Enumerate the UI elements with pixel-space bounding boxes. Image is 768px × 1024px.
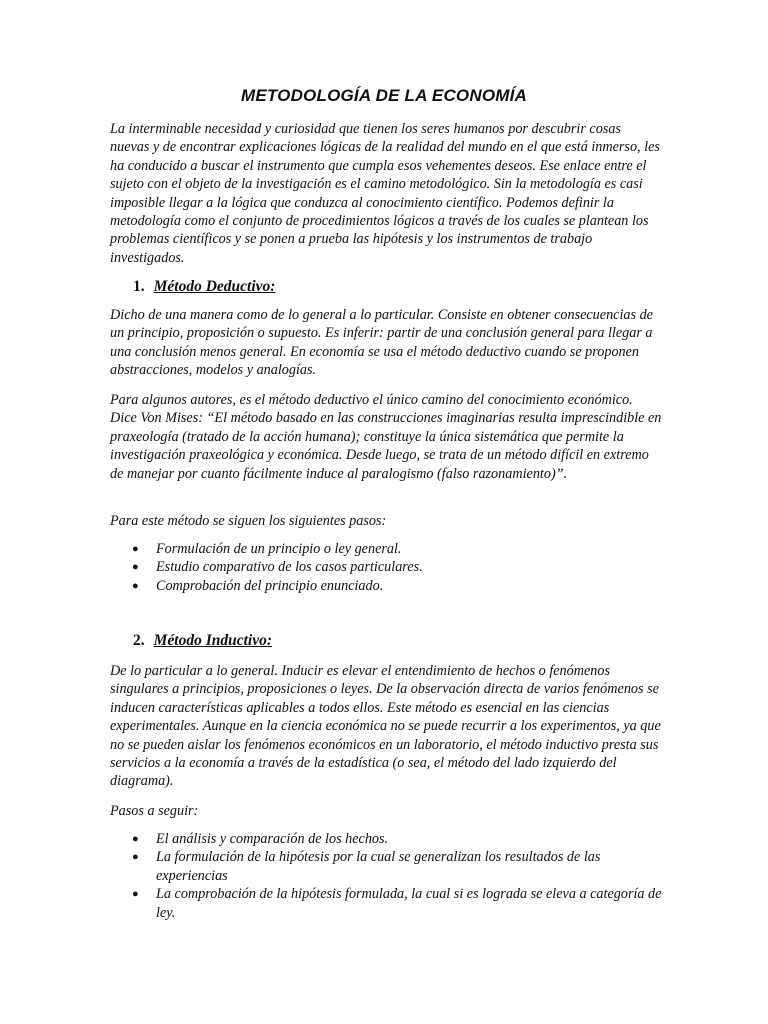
section-heading-inductive: [133, 632, 272, 650]
section-number: 2.: [133, 632, 145, 649]
section-number: 1.: [133, 278, 145, 295]
section-title: Método Deductivo:: [153, 278, 276, 295]
inductive-paragraph-2: Pasos a seguir:: [110, 803, 199, 819]
bullet-icon: ●: [132, 561, 139, 574]
deductive-steps-list: [110, 540, 670, 595]
list-item: ● Estudio comparativo de los casos particulares.: [132, 559, 423, 576]
document-title: METODOLOGÍA DE LA ECONOMÍA: [240, 86, 527, 105]
list-item: ● Formulación de un principio o ley general.: [132, 541, 402, 557]
list-item: ● La formulación de la hipótesis por la cual se generalizan los resultados de las experiencias: [132, 849, 601, 884]
bullet-icon: ●: [132, 888, 139, 901]
deductive-paragraph-2: Para algunos autores, es el método deductivo el único camino del conocimiento económico. Dice Von Mises: “El método basado en las construcciones imaginarias resulta imprescindible en praxeología (tratado de la acción humana); constituye la única sistemática que permite la investigación praxeológica y económica. Desde luego, se trata de un método difícil en extremo de manejar por cuanto fácilmente induce al paralogismo (falso razonamiento)”.: [110, 392, 662, 482]
deductive-paragraph-1: Dicho de una manera como de lo general a lo particular. Consiste en obtener consecuencias de un principio, proposición o supuesto. Es inferir: partir de una conclusión general para llegar a una conclusión menos general. En economía se usa el método deductivo cuando se proponen abstracciones, modelos y analogías.: [110, 307, 653, 379]
list-item: ● La comprobación de la hipótesis formulada, la cual si es lograda se eleva a categoría de ley.: [132, 886, 662, 921]
bullet-icon: ●: [132, 833, 139, 845]
deductive-paragraph-3: Para este método se siguen los siguientes pasos:: [110, 513, 387, 529]
list-item: ● Comprobación del principio enunciado.: [132, 577, 384, 594]
intro-paragraph: La interminable necesidad y curiosidad que tienen los seres humanos por descubrir cosas nuevas y de encontrar explicaciones lógicas de la realidad del mundo en el que está inmerso, les ha conducido a buscar el instrumento que cumpla esos vehementes deseos. Ese enlace entre el sujeto con el objeto de la investigación es el camino metodológico. Sin la metodología es casi imposible llegar a la lógica que conduzca al conocimiento científico. Podemos definir la metodología como el conjunto de procedimientos lógicos a través de los cuales se plantean los problemas científicos y se ponen a prueba las hipótesis y los instrumentos de trabajo investigados.: [110, 121, 660, 266]
inductive-paragraph-1: De lo particular a lo general. Inducir es elevar el entendimiento de hechos o fenómenos singulares a principios, proposiciones o leyes. De la observación directa de varios fenómenos se inducen características aplicables a todos ellos. Este método es esencial en las ciencias experimentales. Aunque en la ciencia económica no se puede recurrir a los experimentos, ya que no se pueden aislar los fenómenos económicos en un laboratorio, el método inductivo presta sus servicios a la economía a través de la estadística (o sea, el método del lado izquierdo del diagrama).: [110, 663, 661, 790]
bullet-icon: ●: [132, 543, 139, 555]
section-heading-deductive: [133, 278, 275, 296]
list-item: ● El análisis y comparación de los hechos.: [132, 831, 389, 847]
inductive-steps-list: [110, 830, 670, 922]
bullet-icon: ●: [132, 579, 139, 592]
section-title: Método Inductivo:: [153, 632, 273, 649]
bullet-icon: ●: [132, 851, 139, 864]
